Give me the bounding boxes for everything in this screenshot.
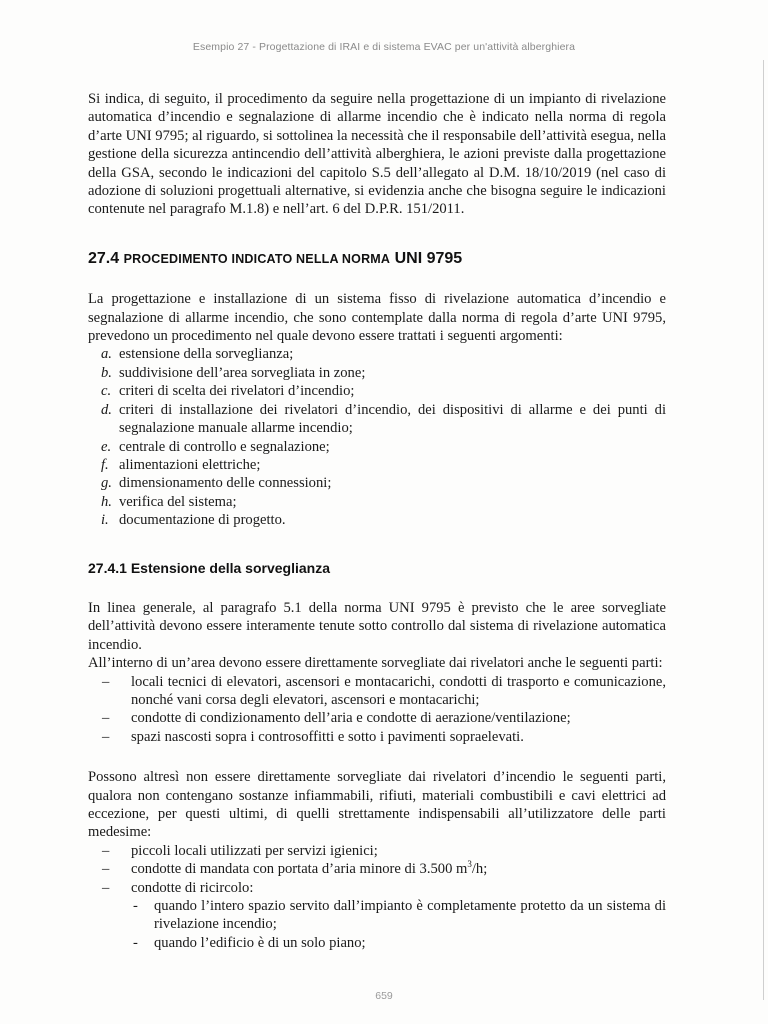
dash-marker: – xyxy=(102,710,110,727)
monitored-parts-list xyxy=(88,673,666,747)
list-item xyxy=(88,364,666,382)
sub-dash-marker: - xyxy=(133,934,138,951)
list-item xyxy=(88,842,666,860)
dash-marker: – xyxy=(102,728,110,745)
list-item xyxy=(88,879,666,953)
list-item-text-before: condotte di mandata con portata d’aria minore di 3.500 m xyxy=(131,861,468,878)
dash-marker: – xyxy=(102,673,110,690)
section-number: 27.4 xyxy=(88,249,120,267)
list-item-text: centrale di controllo e segnalazione; xyxy=(119,438,330,455)
sublist-item xyxy=(131,897,666,934)
list-item-text: verifica del sistema; xyxy=(119,493,237,510)
list-item xyxy=(88,673,666,710)
list-marker: b. xyxy=(101,364,112,381)
list-item-text: suddivisione dell’area sorvegliata in zone; xyxy=(119,364,366,381)
list-item xyxy=(88,860,666,878)
list-item-text: documentazione di progetto. xyxy=(119,512,286,529)
dash-marker: – xyxy=(102,861,110,878)
topics-list xyxy=(88,345,666,529)
sub-dash-marker: - xyxy=(133,898,138,915)
list-item xyxy=(88,345,666,363)
list-item-text: criteri di installazione dei rivelatori d’incendio, dei dispositivi di allarme e dei punti di segnalazione manuale allarme incendio; xyxy=(119,401,666,437)
list-marker: e. xyxy=(101,438,112,455)
exempt-parts-list xyxy=(88,842,666,952)
list-marker: h. xyxy=(101,493,112,510)
list-item xyxy=(88,401,666,438)
section-title-part2: UNI 9795 xyxy=(394,249,463,267)
subsection-paragraph-1: In linea generale, al paragrafo 5.1 della norma UNI 9795 è previsto che le aree sorvegliate dell’attività devono essere interamente tenute sotto controllo dal sistema di rivelazione automatica incendio. xyxy=(88,599,666,653)
list-item-text: dimensionamento delle connessioni; xyxy=(119,475,332,492)
list-item-text xyxy=(131,861,487,877)
list-item xyxy=(88,438,666,456)
sublist-item-text: quando l’intero spazio servito dall’impianto è completamente protetto da un sistema di rivelazione incendio; xyxy=(154,898,666,933)
dash-marker: – xyxy=(102,879,110,896)
page-edge-shadow xyxy=(763,60,764,1000)
list-item xyxy=(88,709,666,727)
list-marker: g. xyxy=(101,475,112,492)
list-marker: f. xyxy=(101,456,109,473)
dash-marker: – xyxy=(102,842,110,859)
subsection-paragraph-2: All’interno di un’area devono essere direttamente sorvegliate dai rivelatori anche le seguenti parti: xyxy=(88,655,663,672)
list-item-text: alimentazioni elettriche; xyxy=(119,456,261,473)
intro-paragraph: Si indica, di seguito, il procedimento da seguire nella progettazione di un impianto di rivelazione automatica d’incendio e segnalazione di allarme incendio che è indicato nella norma di regola d’arte UNI 9795; al riguardo, si sottolinea la necessità che il responsabile dell’attività esegua, nella gestione della sicurezza antincendio dell’attività alberghiera, le azioni previste dalla progettazione della GSA, secondo le indicazioni del capitolo S.5 dell’allegato al D.M. 18/10/2019 (nel caso di adozione di soluzioni progettuali alternative, si evidenzia anche che bisogna seguire le indicazioni contenute nel paragrafo M.1.8) e nell’art. 6 del D.P.R. 151/2011. xyxy=(88,91,666,218)
list-item-text: spazi nascosti sopra i controsoffitti e sotto i pavimenti sopraelevati. xyxy=(131,728,524,745)
sublist-item-text: quando l’edificio è di un solo piano; xyxy=(154,934,366,951)
list-marker: i. xyxy=(101,512,109,529)
list-marker: a. xyxy=(101,346,112,363)
list-item-text: piccoli locali utilizzati per servizi igienici; xyxy=(131,842,378,859)
list-item-text: locali tecnici di elevatori, ascensori e montacarichi, condotti di trasporto e comunicazione, nonché vani corsa degli elevatori, ascensori e montacarichi; xyxy=(131,673,666,708)
list-item-text: criteri di scelta dei rivelatori d’incendio; xyxy=(119,383,355,400)
list-item-text-after: /h; xyxy=(471,861,488,878)
list-item-text: condotte di condizionamento dell’aria e condotte di aerazione/ventilazione; xyxy=(131,710,571,727)
section-27-4-paragraph: La progettazione e installazione di un sistema fisso di rivelazione automatica d’incendio e segnalazione di allarme incendio, che sono contemplate dalla norma di regola d’arte UNI 9795, prevedono un procedimento nel quale devono essere trattati i seguenti argomenti: xyxy=(88,291,666,345)
list-item xyxy=(88,456,666,474)
list-item xyxy=(88,728,666,746)
section-title-part1: PROCEDIMENTO INDICATO NELLA NORMA xyxy=(123,251,391,266)
list-item-text: condotte di ricircolo: xyxy=(131,879,254,896)
subsection-paragraph-3: Possono altresì non essere direttamente sorvegliate dai rivelatori d’incendio le seguenti parti, qualora non contengano sostanze infiammabili, rifiuti, materiali combustibili e cavi elettrici ad eccezione, per questi ultimi, di quelli strettamente indispensabili all’utilizzatore delle parti medesime: xyxy=(88,769,666,841)
recirculation-sublist xyxy=(131,897,666,952)
superscript: 3 xyxy=(467,859,472,870)
list-item xyxy=(88,382,666,400)
subsection-heading-27-4-1: 27.4.1 Estensione della sorveglianza xyxy=(88,559,330,576)
list-marker: d. xyxy=(101,401,112,418)
list-item xyxy=(88,493,666,511)
page-number: 659 xyxy=(375,990,393,1002)
list-item xyxy=(88,511,666,529)
list-item xyxy=(88,474,666,492)
list-marker: c. xyxy=(101,383,112,400)
sublist-item xyxy=(131,934,666,952)
running-header: Esempio 27 - Progettazione di IRAI e di sistema EVAC per un'attività alberghiera xyxy=(192,41,576,53)
page-content xyxy=(88,90,666,952)
list-item-text: estensione della sorveglianza; xyxy=(119,346,294,363)
section-heading-27-4 xyxy=(88,250,666,268)
